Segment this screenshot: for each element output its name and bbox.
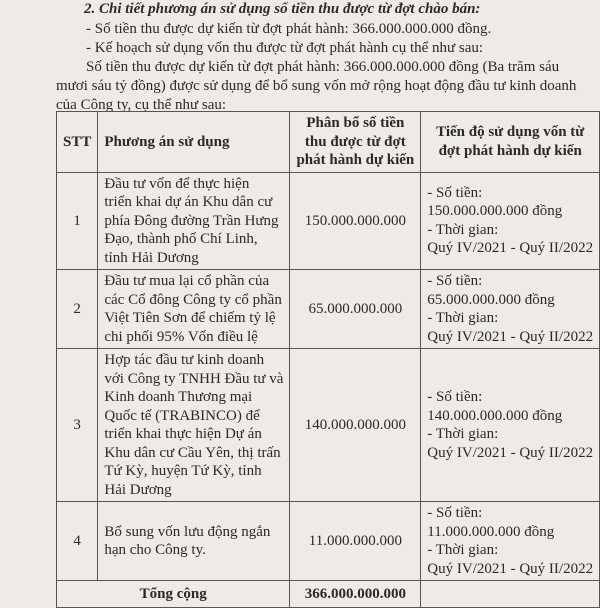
plan-line: Việt Tiên Sơn để chiếm tỷ lệ bbox=[104, 310, 276, 326]
progress-line: - Số tiền: bbox=[427, 273, 483, 289]
row-plan bbox=[98, 502, 290, 581]
plan-line: Khu dân cư Cầu Yên, thị trấn bbox=[104, 444, 281, 461]
header-plan: Phương án sử dụng bbox=[98, 112, 290, 173]
total-amount: 366.000.000.000 bbox=[290, 581, 421, 608]
intro-line: Số tiền thu được dự kiến từ đợt phát hành: 366.000.000.000 đồng (Ba trăm sáu bbox=[86, 59, 560, 75]
header-amount-line: Phân bổ số tiền bbox=[306, 115, 405, 131]
header-amount-line: phát hành dự kiến bbox=[296, 152, 415, 168]
table-header-row bbox=[57, 112, 600, 173]
table-row bbox=[57, 502, 600, 581]
progress-line: - Thời gian: bbox=[427, 221, 499, 238]
plan-line: Đầu tư vốn để thực hiện bbox=[104, 175, 250, 192]
table-row bbox=[57, 270, 600, 349]
progress-line: 11.000.000.000 đồng bbox=[427, 523, 555, 540]
row-progress bbox=[421, 502, 600, 581]
bullet-proceeds: - Số tiền thu được dự kiến từ đợt phát hành: 366.000.000.000 đồng. bbox=[86, 21, 492, 37]
plan-line: chi phối 95% Vốn điều lệ bbox=[104, 328, 258, 345]
intro-paragraph bbox=[56, 58, 577, 115]
row-amount: 140.000.000.000 bbox=[290, 349, 421, 502]
progress-line: 65.000.000.000 đồng bbox=[427, 291, 555, 308]
progress-line: Quý IV/2021 - Quý II/2022 bbox=[427, 240, 594, 257]
progress-line: Quý IV/2021 - Quý II/2022 bbox=[427, 444, 594, 461]
row-amount: 65.000.000.000 bbox=[290, 270, 421, 349]
section-title: 2. Chi tiết phương án sử dụng số tiền thu được từ đợt chào bán: bbox=[84, 1, 481, 17]
row-amount: 150.000.000.000 bbox=[290, 172, 421, 270]
plan-line: phía Đông đường Trần Hưng bbox=[104, 212, 279, 229]
bullet-plan: - Kế hoạch sử dụng vốn thu được từ đợt phát hành cụ thể như sau: bbox=[86, 40, 484, 56]
intro-line: của Công ty, cụ thể như sau: bbox=[56, 97, 227, 113]
header-progress-line: đợt phát hành dự kiến bbox=[438, 142, 582, 159]
row-plan bbox=[98, 270, 290, 349]
plan-line: Quốc tế (TRABINCO) để bbox=[104, 407, 260, 424]
total-label: Tổng cộng bbox=[57, 581, 290, 608]
progress-line: Quý IV/2021 - Quý II/2022 bbox=[427, 328, 594, 345]
total-progress-empty bbox=[421, 581, 600, 608]
row-progress bbox=[421, 172, 600, 270]
progress-line: - Thời gian: bbox=[427, 310, 499, 326]
progress-line: - Số tiền: bbox=[427, 184, 483, 201]
plan-line: Tứ Kỳ, huyện Tứ Kỳ, tỉnh bbox=[104, 463, 262, 479]
row-plan bbox=[98, 349, 290, 502]
header-amount-line: thu được từ đợt bbox=[304, 133, 406, 150]
row-stt: 2 bbox=[57, 270, 98, 349]
row-stt: 3 bbox=[57, 349, 98, 502]
plan-line: triển khai dự án Khu dân cư bbox=[104, 194, 273, 210]
plan-line: các Cổ đông Công ty cổ phần bbox=[104, 291, 282, 308]
header-stt: STT bbox=[57, 112, 98, 173]
usage-table bbox=[56, 111, 600, 608]
plan-line: Đạo, thành phố Chí Linh, bbox=[104, 231, 258, 247]
progress-line: - Thời gian: bbox=[427, 542, 499, 558]
plan-line: hạn cho Công ty. bbox=[104, 542, 206, 558]
intro-line: mươi sáu tỷ đồng) được sử dụng để bổ sung vốn mở rộng hoạt động đầu tư kinh doanh bbox=[56, 78, 577, 94]
plan-line: Hợp tác đầu tư kinh doanh bbox=[104, 352, 265, 368]
row-stt: 4 bbox=[57, 502, 98, 581]
plan-line: Bổ sung vốn lưu động ngắn bbox=[104, 523, 271, 540]
plan-line: Đầu tư mua lại cổ phần của bbox=[104, 273, 270, 289]
row-stt: 1 bbox=[57, 172, 98, 270]
header-progress-line: Tiến độ sử dụng vốn từ bbox=[436, 124, 585, 141]
plan-line: triển khai thực hiện Dự án bbox=[104, 426, 262, 442]
table-row bbox=[57, 172, 600, 270]
row-amount: 11.000.000.000 bbox=[290, 502, 421, 581]
progress-line: - Số tiền: bbox=[427, 389, 483, 405]
table-row bbox=[57, 349, 600, 502]
progress-line: 140.000.000.000 đồng bbox=[427, 407, 563, 424]
plan-line: Kinh doanh Thương mại bbox=[104, 389, 253, 405]
row-plan bbox=[98, 172, 290, 270]
plan-line: tỉnh Hải Dương bbox=[104, 249, 199, 266]
row-progress bbox=[421, 349, 600, 502]
progress-line: - Số tiền: bbox=[427, 505, 483, 521]
progress-line: 150.000.000.000 đồng bbox=[427, 203, 563, 220]
table-total-row bbox=[57, 581, 600, 608]
plan-line: Hải Dương bbox=[104, 481, 172, 498]
progress-line: Quý IV/2021 - Quý II/2022 bbox=[427, 560, 594, 577]
row-progress bbox=[421, 270, 600, 349]
plan-line: với Công ty TNHH Đầu tư và bbox=[104, 370, 284, 387]
header-progress bbox=[421, 112, 600, 173]
header-amount bbox=[290, 112, 421, 173]
progress-line: - Thời gian: bbox=[427, 426, 499, 442]
